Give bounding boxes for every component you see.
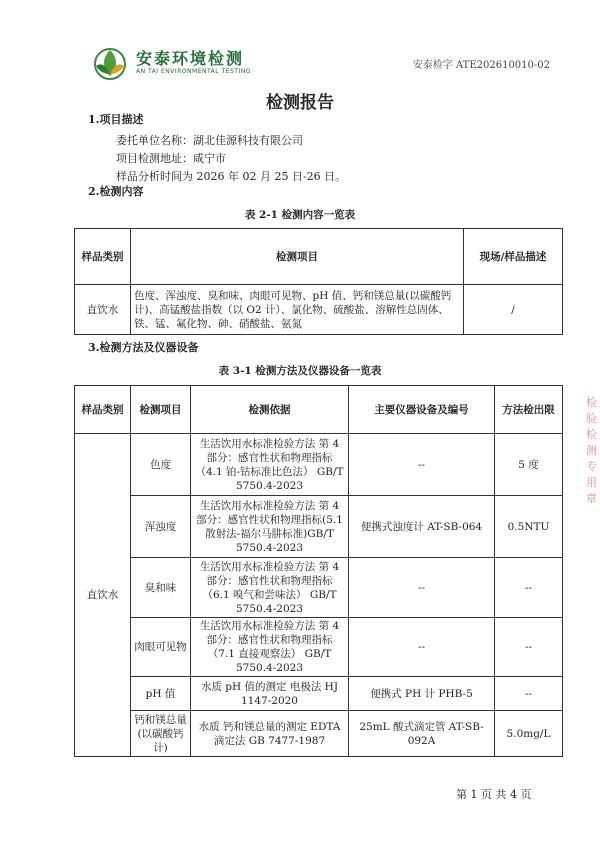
section1-heading: 1.项目描述	[88, 113, 144, 126]
table3-cell-basis: 水质 钙和镁总量的测定 EDTA 滴定法 GB 7477-1987	[191, 711, 349, 757]
analysis-date-line: 样品分析时间为 2026 年 02 月 25 日-26 日。	[116, 170, 347, 183]
section3-heading: 3.检测方法及仪器设备	[88, 341, 199, 354]
table3-header-category: 样品类别	[75, 386, 131, 434]
table3-cell-item: pH 值	[131, 677, 191, 711]
table3-cell-equipment: --	[349, 434, 495, 496]
table3-cell-limit: --	[495, 558, 563, 618]
table3-header-basis: 检测依据	[191, 386, 349, 434]
table3-header-limit: 方法检出限	[495, 386, 563, 434]
report-number: 安泰检字 ATE202610010-02	[412, 60, 550, 71]
table2-header-desc: 现场/样品描述	[464, 229, 563, 285]
table3-cell-equipment: --	[349, 558, 495, 618]
table3-cell-item: 浑浊度	[131, 496, 191, 558]
table2-caption: 表 2-1 检测内容一览表	[244, 209, 356, 221]
table3-caption: 表 3-1 检测方法及仪器设备一览表	[218, 365, 382, 377]
table3-cell-basis: 生活饮用水标准检验方法 第 4 部分：感官性状和物理指标(5.1 散射法-福尔马肼标准)GB/T 5750.4-2023	[191, 496, 349, 558]
seal-stamp: 检验检测专用章	[586, 396, 597, 505]
table3-cell-equipment: 25mL 酸式滴定管 AT-SB-092A	[349, 711, 495, 757]
table3-cell-equipment: --	[349, 618, 495, 677]
table3-cell-category: 直饮水	[75, 434, 131, 757]
table3-cell-equipment: 便携式浊度计 AT-SB-064	[349, 496, 495, 558]
company-logo	[88, 44, 258, 84]
table2-cell-items: 色度、浑浊度、臭和味、肉眼可见物、pH 值、钙和镁总量(以碳酸钙计)、高锰酸盐指数（以 O2 计）、氯化物、硫酸盐、溶解性总固体、铁、锰、氟化物、砷、硝酸盐、氨氮	[131, 285, 464, 335]
page-footer: 第 1 页 共 4 页	[456, 788, 532, 801]
table3-cell-basis: 生活饮用水标准检验方法 第 4 部分：感官性状和物理指标（6.1 嗅气和尝味法） GB/T 5750.4-2023	[191, 558, 349, 618]
table3-cell-item: 肉眼可见物	[131, 618, 191, 677]
table3-cell-item: 色度	[131, 434, 191, 496]
table3-cell-limit: 5.0mg/L	[495, 711, 563, 757]
method-table	[74, 385, 563, 757]
section2-heading: 2.检测内容	[88, 185, 144, 198]
table3-cell-item: 钙和镁总量(以碳酸钙计)	[131, 711, 191, 757]
table3-cell-limit: 0.5NTU	[495, 496, 563, 558]
table3-cell-basis: 生活饮用水标准检验方法 第 4 部分：感官性状和物理指标（7.1 直接观察法） GB/T 5750.4-2023	[191, 618, 349, 677]
table3-header-equipment: 主要仪器设备及编号	[349, 386, 495, 434]
page-title: 检测报告	[266, 93, 334, 113]
table3-cell-item: 臭和味	[131, 558, 191, 618]
table2-cell-category: 直饮水	[75, 285, 131, 335]
logo-english-name: AN TAI ENVIRONMENTAL TESTING	[136, 68, 251, 75]
table3-header-item: 检测项目	[131, 386, 191, 434]
table3-cell-equipment: 便携式 PH 计 PHB-5	[349, 677, 495, 711]
table3-cell-basis: 生活饮用水标准检验方法 第 4 部分：感官性状和物理指标（4.1 铂-钴标准比色法） GB/T 5750.4-2023	[191, 434, 349, 496]
client-name-line: 委托单位名称：湖北佳源科技有限公司	[116, 134, 303, 147]
table2-header-items: 检测项目	[131, 229, 464, 285]
content-table	[74, 228, 563, 335]
table3-cell-limit: --	[495, 618, 563, 677]
table2-cell-desc: /	[464, 285, 563, 335]
address-line: 项目检测地址：咸宁市	[116, 152, 226, 165]
logo-chinese-name: 安泰环境检测	[136, 49, 245, 68]
table2-header-category: 样品类别	[75, 229, 131, 285]
table3-cell-limit: 5 度	[495, 434, 563, 496]
table3-cell-basis: 水质 pH 值的测定 电极法 HJ 1147-2020	[191, 677, 349, 711]
leaf-logo-icon	[90, 44, 130, 82]
table3-cell-limit: --	[495, 677, 563, 711]
